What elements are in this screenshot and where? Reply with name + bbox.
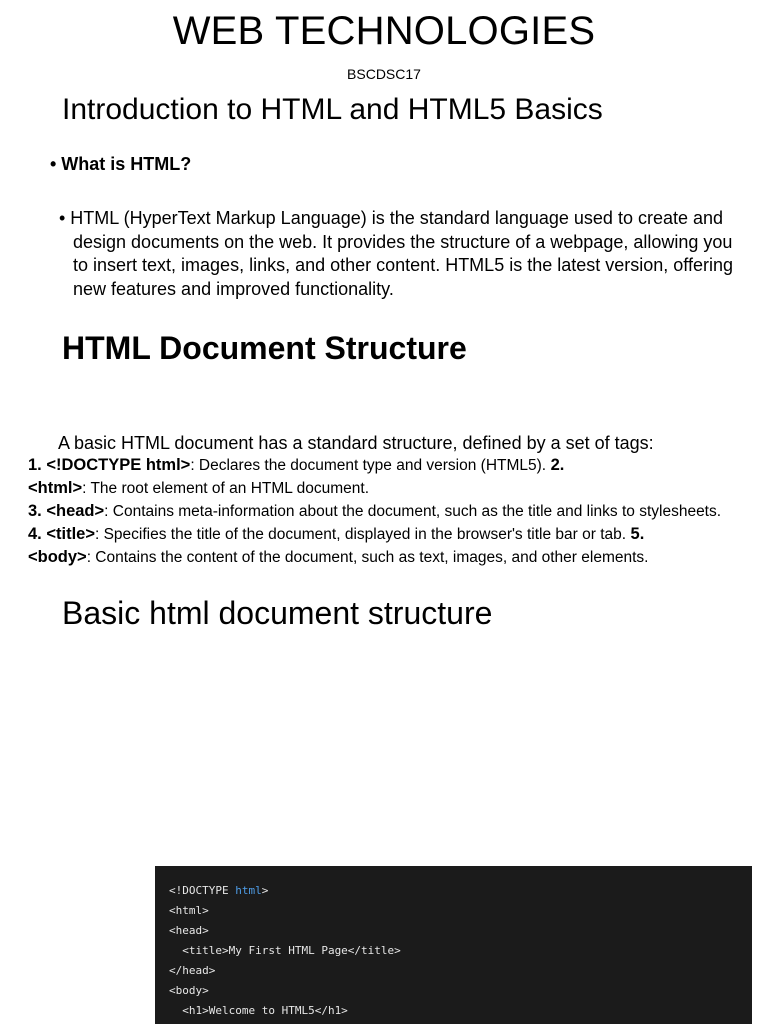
- code-line: <html>: [169, 904, 209, 917]
- code-line: <body>: [169, 984, 209, 997]
- tag-item-tag: <html>: [28, 479, 83, 497]
- code-line: </head>: [169, 964, 216, 977]
- tag-item-tag: <body>: [28, 548, 87, 566]
- document-title: WEB TECHNOLOGIES: [172, 9, 596, 53]
- bullet-what-is-html: • What is HTML?: [50, 154, 192, 174]
- code-line: <title>My First HTML Page</title>: [169, 944, 401, 957]
- tag-item-head: [28, 503, 721, 520]
- tag-item-desc: : Specifies the title of the document, displayed in the browser's title bar or tab.: [94, 526, 627, 543]
- intro-heading: Introduction to HTML and HTML5 Basics: [62, 93, 603, 126]
- tag-list: [28, 454, 740, 569]
- tag-item-title: [28, 526, 626, 543]
- tag-item-number: 4.: [28, 525, 42, 543]
- code-line: <head>: [169, 924, 209, 937]
- tag-item-tag: <head>: [46, 502, 105, 520]
- tag-item-number: 1.: [28, 456, 42, 474]
- basic-structure-heading: Basic html document structure: [62, 595, 493, 631]
- tag-item-doctype: [28, 457, 546, 474]
- code-line: <!DOCTYPE html>: [169, 884, 269, 897]
- tag-item-number: 5.: [630, 525, 645, 543]
- structure-heading: HTML Document Structure: [62, 330, 467, 366]
- code-line: <h1>Welcome to HTML5</h1>: [169, 1004, 348, 1017]
- tag-item-desc: : Contains the content of the document, such as text, images, and other elements.: [86, 549, 649, 566]
- tag-item-number: 2.: [550, 456, 565, 474]
- tag-item-number: 3.: [28, 502, 42, 520]
- course-code: BSCDSC17: [347, 66, 421, 82]
- tag-item-desc: : The root element of an HTML document.: [82, 480, 370, 497]
- code-snippet-image: [155, 866, 752, 1024]
- tag-item-tag: <title>: [46, 525, 95, 543]
- tag-item-tag: <!DOCTYPE html>: [46, 456, 191, 474]
- bullet-html-definition: • HTML (HyperText Markup Language) is the standard language used to create and design documents on the web. It provides the structure of a webpage, allowing you to insert text, images, links, and other content. HTML5 is the latest version, offering new features and improved functionality.: [59, 208, 733, 299]
- tag-item-desc: : Contains meta-information about the document, such as the title and links to stylesheets.: [104, 503, 722, 520]
- tag-item-desc: : Declares the document type and version (HTML5).: [190, 457, 547, 474]
- structure-intro-text: A basic HTML document has a standard structure, defined by a set of tags:: [58, 433, 654, 453]
